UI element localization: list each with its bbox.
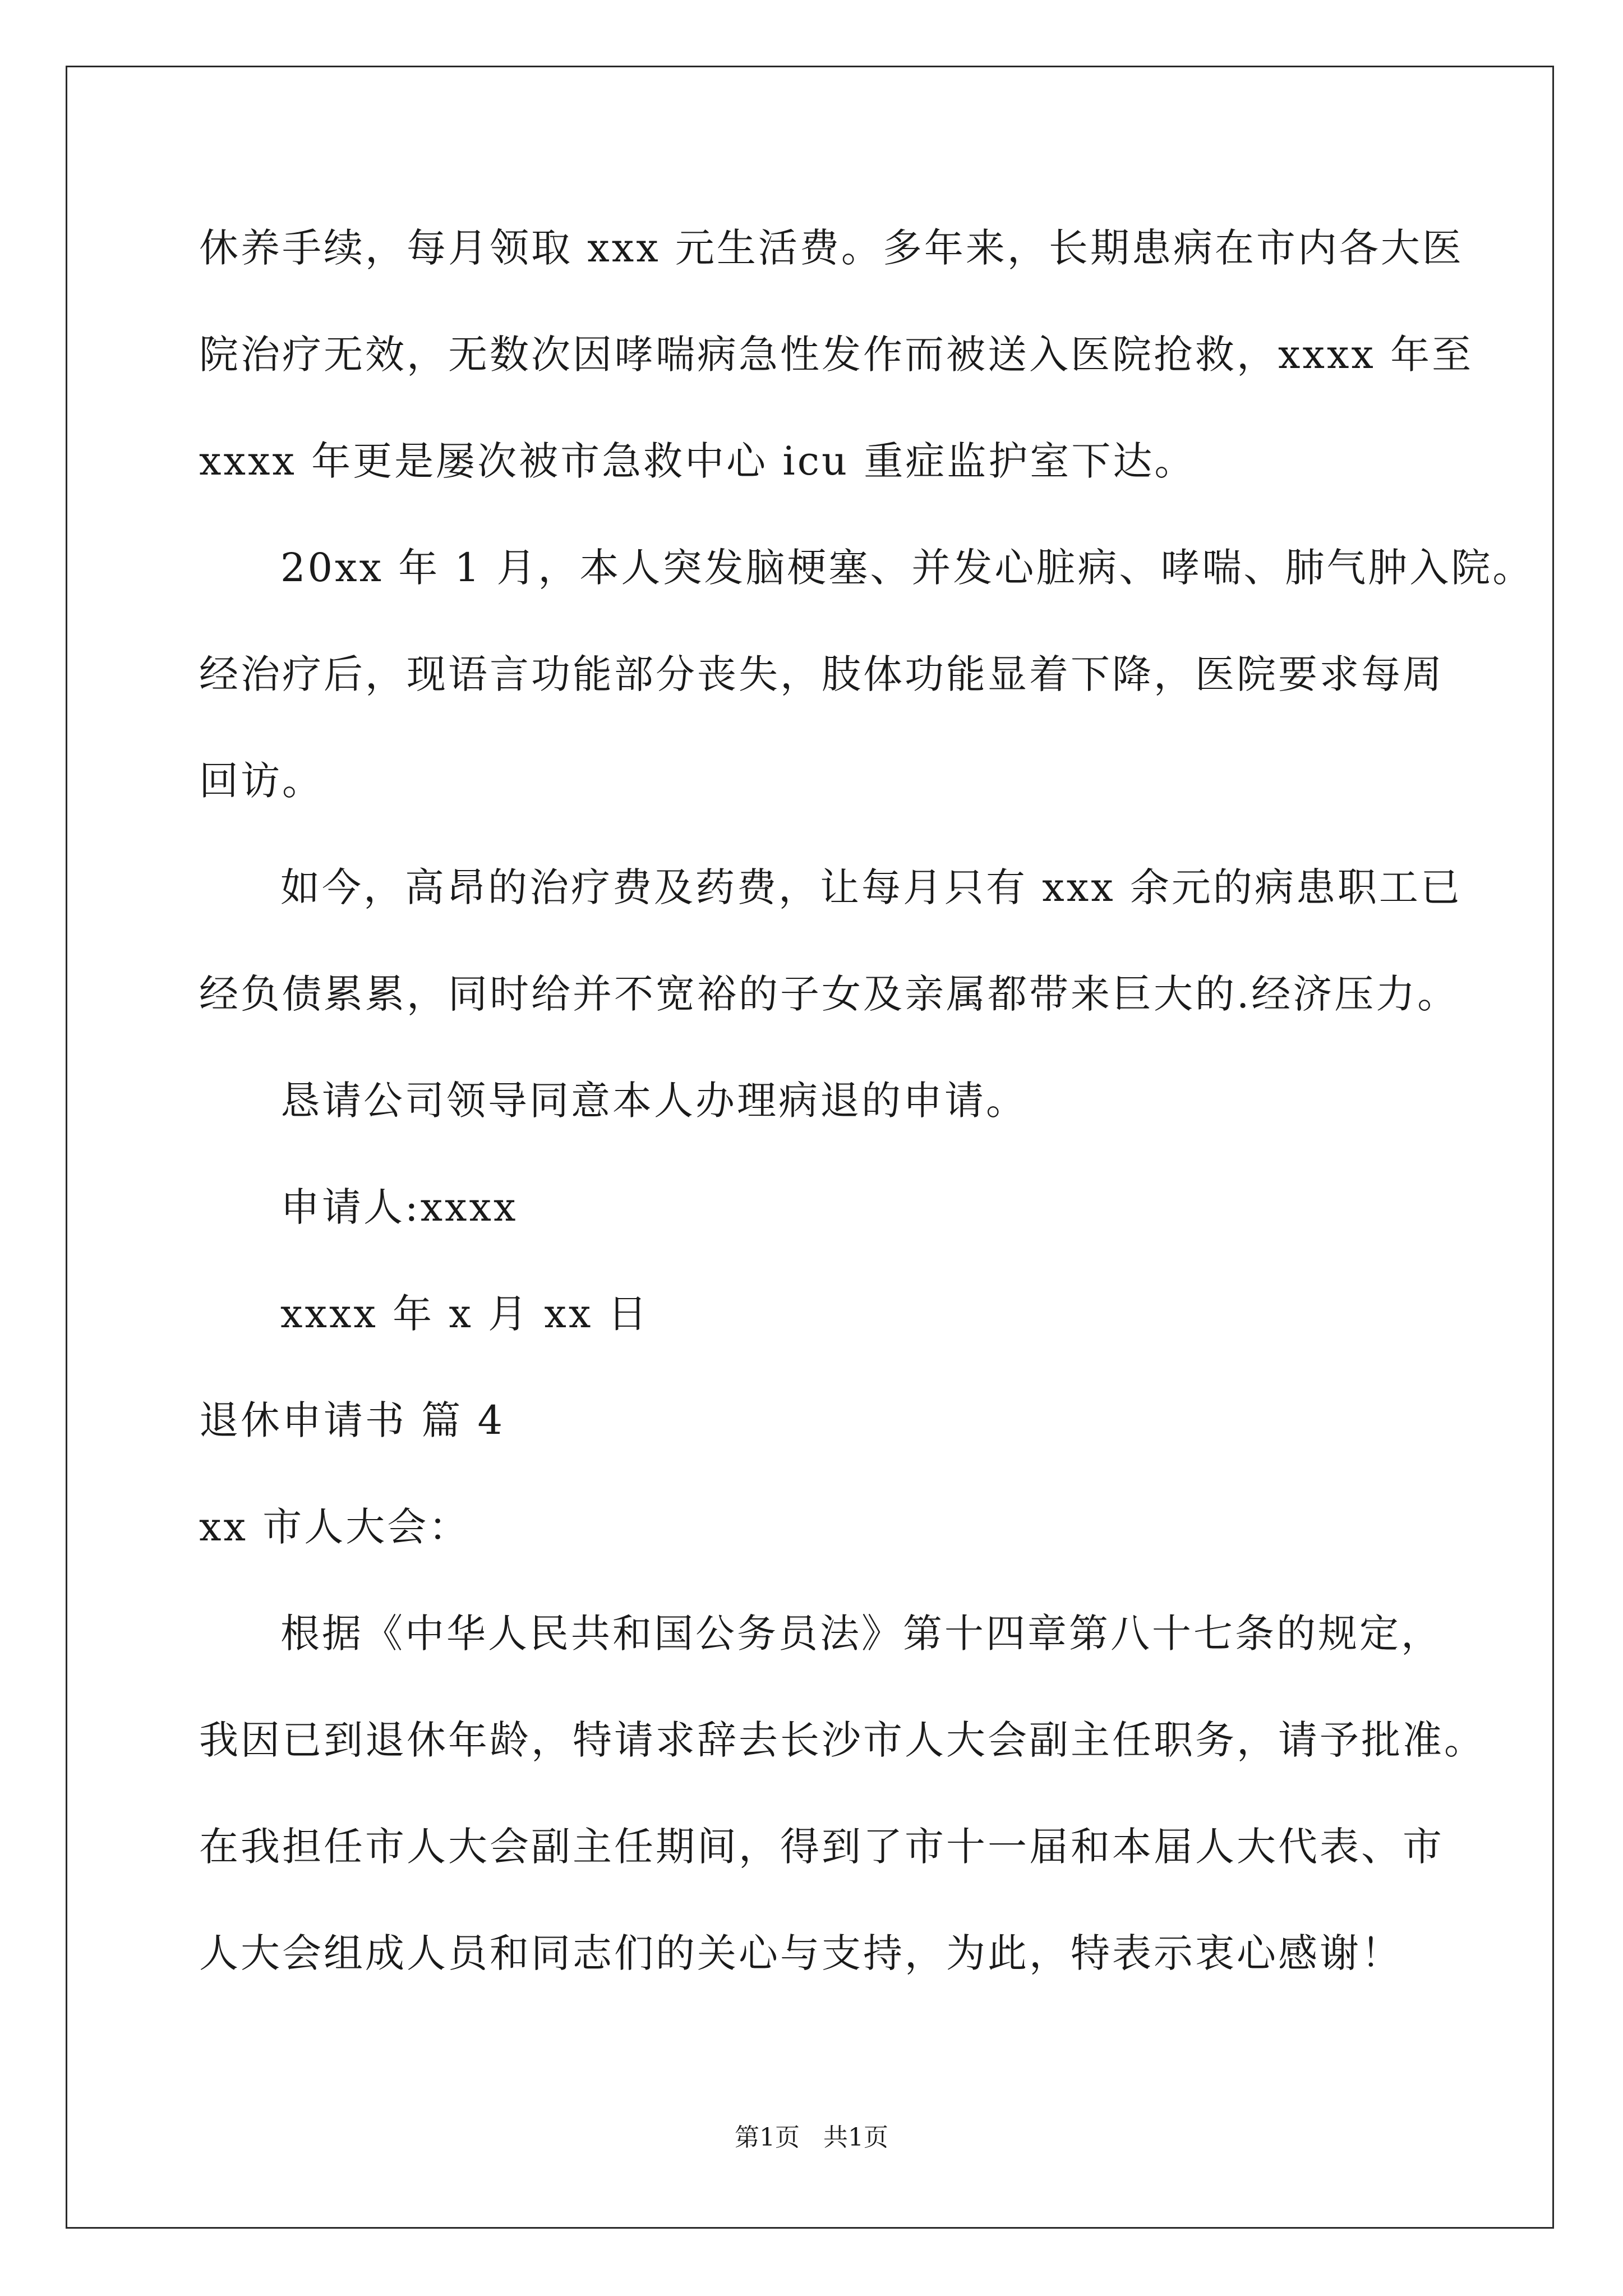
text-line: 休养手续，每月领取 xxx 元生活费。多年来，长期患病在市内各大医 <box>199 225 1464 271</box>
text-line: 恳请公司领导同意本人办理病退的申请。 <box>280 1078 1027 1124</box>
text-line: 院治疗无效，无数次因哮喘病急性发作而被送入医院抢救，xxxx 年至 <box>199 332 1474 378</box>
text-line: xxxx 年更是屡次被市急救中心 icu 重症监护室下达。 <box>199 438 1196 484</box>
text-line: 经治疗后，现语言功能部分丧失，肢体功能显着下降，医院要求每周 <box>199 651 1444 697</box>
text-line: 根据《中华人民共和国公务员法》第十四章第八十七条的规定， <box>280 1611 1442 1657</box>
text-line: 我因已到退休年龄，特请求辞去长沙市人大会副主任职务，请予批准。 <box>199 1717 1486 1763</box>
text-line: xxxx 年 x 月 xx 日 <box>280 1291 649 1337</box>
text-line: 20xx 年 1 月，本人突发脑梗塞、并发心脏病、哮喘、肺气肿入院。 <box>280 545 1534 591</box>
text-line: 申请人:xxxx <box>280 1184 518 1230</box>
text-line: 在我担任市人大会副主任期间，得到了市十一届和本届人大代表、市 <box>199 1824 1444 1870</box>
text-line: 如今，高昂的治疗费及药费，让每月只有 xxx 余元的病患职工已 <box>280 864 1462 910</box>
text-line: 人大会组成人员和同志们的关心与支持，为此，特表示衷心感谢！ <box>199 1930 1403 1976</box>
text-line: 回访。 <box>199 758 324 804</box>
text-line: xx 市人大会： <box>199 1504 471 1550</box>
page-footer: 第1页 共1页 <box>735 2123 888 2152</box>
text-line: 经负债累累，同时给并不宽裕的子女及亲属都带来巨大的.经济压力。 <box>199 971 1459 1017</box>
document-body <box>199 215 1534 2027</box>
text-line: 退休申请书 篇 4 <box>199 1397 505 1443</box>
